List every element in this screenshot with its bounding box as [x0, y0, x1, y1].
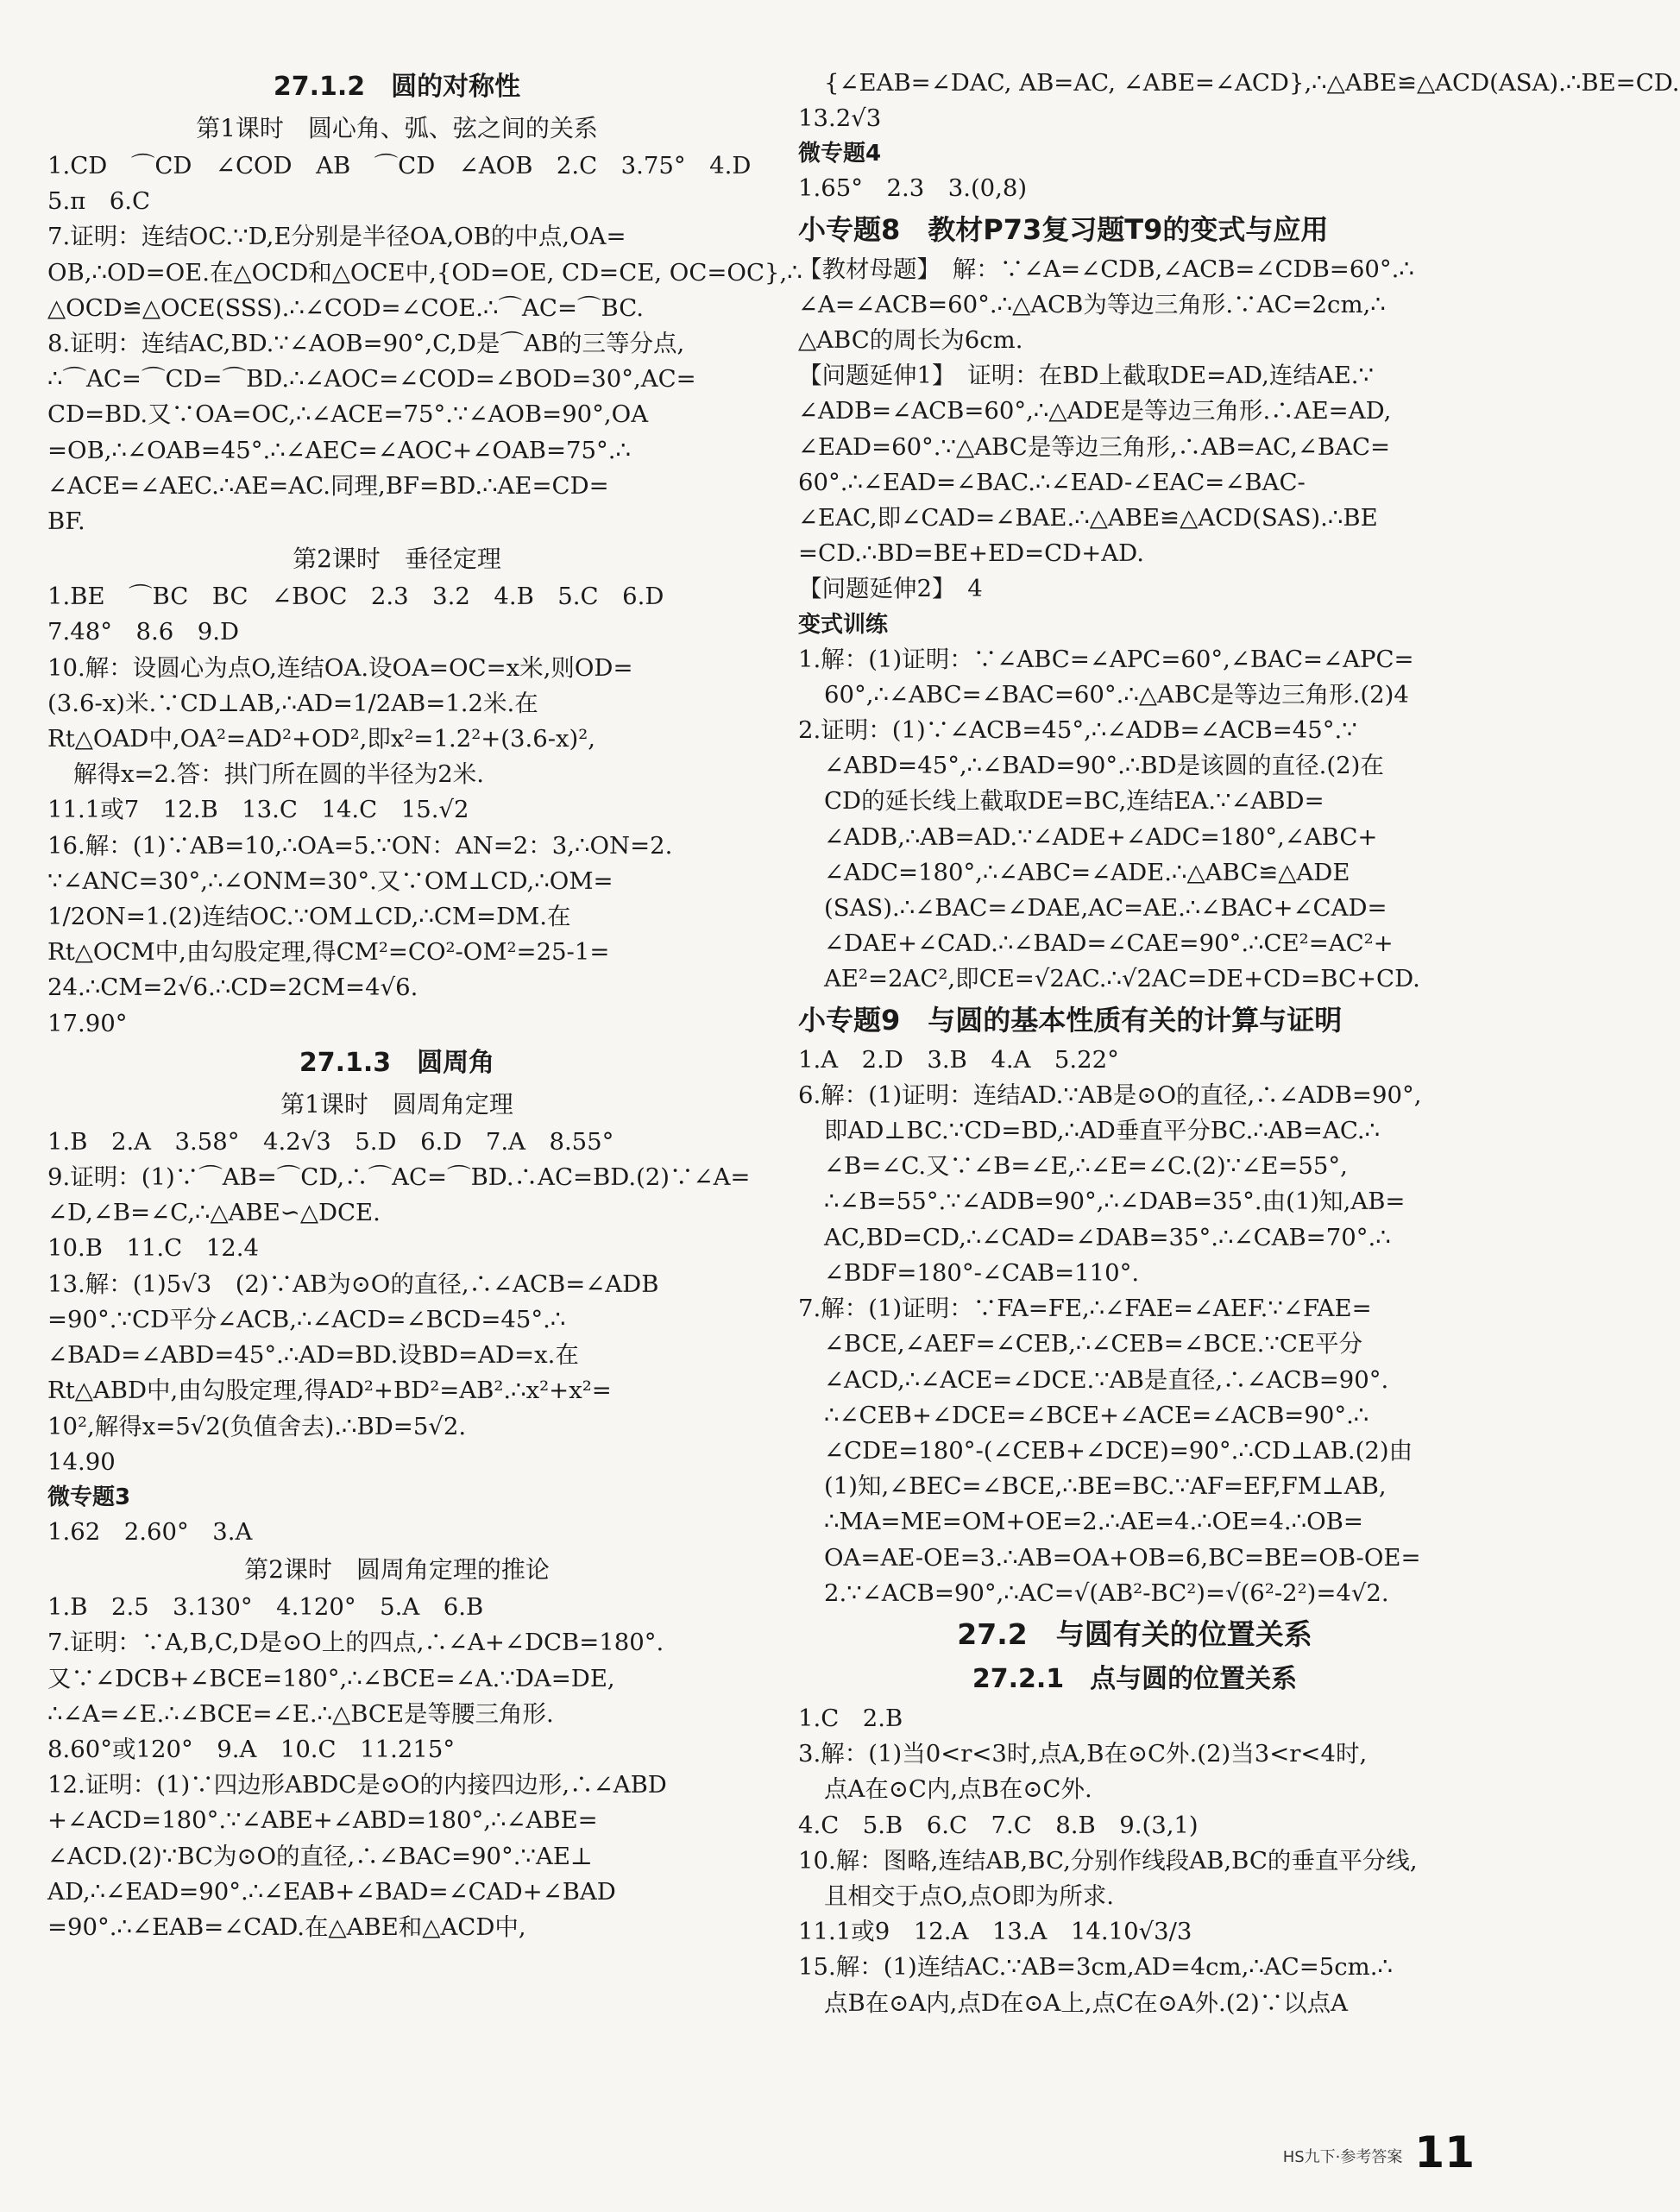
answer-line: 14.90 — [47, 1447, 116, 1476]
page-footer — [1282, 2127, 1475, 2177]
answer-line: 8.60°或120° 9.A 10.C 11.215° — [47, 1735, 456, 1763]
answer-line: ∠ADC=180°,∴∠ABC=∠ADE.∴△ABC≌△ADE — [824, 858, 1350, 886]
answer-line: 1/2ON=1.(2)连结OC.∵OM⊥CD,∴CM=DM.在 — [47, 903, 571, 931]
answer-line: 【问题延伸1】 证明：在BD上截取DE=AD,连结AE.∵ — [798, 362, 1375, 390]
answer-line: 1.解：(1)证明：∵∠ABC=∠APC=60°,∠BAC=∠APC= — [798, 645, 1414, 673]
answer-line: ∠BDF=180°-∠CAB=110°. — [824, 1258, 1140, 1287]
answer-line: ∠ACD,∴∠ACE=∠DCE.∵AB是直径,∴∠ACB=90°. — [824, 1365, 1389, 1394]
answer-line: CD=BD.又∵OA=OC,∴∠ACE=75°.∵∠AOB=90°,OA — [47, 400, 649, 429]
answer-line: △ABC的周长为6cm. — [798, 326, 1023, 355]
answer-line: {∠EAB=∠DAC, AB=AC, ∠ABE=∠ACD},∴△ABE≌△ACD(ASA).∴BE=CD. — [824, 69, 1680, 97]
answer-line: ∠ADB,∴AB=AD.∵∠ADE+∠ADC=180°,∠ABC+ — [824, 822, 1378, 851]
answer-line: ∵∠ANC=30°,∴∠ONM=30°.又∵OM⊥CD,∴OM= — [47, 867, 613, 895]
answer-line: 10.解：设圆心为点O,连结OA.设OA=OC=x米,则OD= — [47, 653, 633, 682]
answer-line: 60°,∴∠ABC=∠BAC=60°.∴△ABC是等边三角形.(2)4 — [824, 680, 1409, 709]
answer-line: OB,∴OD=OE.在△OCD和△OCE中,{OD=OE, CD=CE, OC=OC},∴ — [47, 258, 802, 287]
answer-line: 6.解：(1)证明：连结AD.∵AB是⊙O的直径,∴∠ADB=90°, — [798, 1081, 1422, 1109]
answer-line: ∠BCE,∠AEF=∠CEB,∴∠CEB=∠BCE.∵CE平分 — [824, 1330, 1362, 1358]
answer-line: 10.B 11.C 12.4 — [47, 1234, 259, 1263]
answer-line: 24.∴CM=2√6.∴CD=2CM=4√6. — [47, 974, 418, 1002]
answer-line: 3.解：(1)当0<r<3时,点A,B在⊙C外.(2)当3<r<4时, — [798, 1740, 1368, 1768]
answer-line: ∠ABD=45°,∴∠BAD=90°.∴BD是该圆的直径.(2)在 — [824, 752, 1384, 780]
answer-line: ∠BAD=∠ABD=45°.∴AD=BD.设BD=AD=x.在 — [47, 1341, 579, 1370]
chapter-heading: 27.2 与圆有关的位置关系 — [957, 1616, 1312, 1651]
answer-line: 即AD⊥BC.∵CD=BD,∴AD垂直平分BC.∴AB=AC.∴ — [824, 1117, 1381, 1145]
lesson-heading: 第2课时 圆周角定理的推论 — [244, 1555, 550, 1585]
answer-line: =90°.∴∠EAB=∠CAD.在△ABE和△ACD中, — [47, 1913, 526, 1941]
topic-heading: 小专题8 教材P73复习题T9的变式与应用 — [798, 212, 1329, 246]
answer-line: 12.证明：(1)∵四边形ABDC是⊙O的内接四边形,∴∠ABD — [47, 1771, 667, 1799]
section-heading: 27.1.2 圆的对称性 — [273, 72, 521, 102]
answer-line: AD,∴∠EAD=90°.∴∠EAB+∠BAD=∠CAD+∠BAD — [47, 1877, 616, 1906]
answer-line: =90°.∵CD平分∠ACB,∴∠ACD=∠BCD=45°.∴ — [47, 1305, 566, 1333]
answer-line: 2.证明：(1)∵∠ACB=45°,∴∠ADB=∠ACB=45°.∵ — [798, 716, 1357, 745]
answer-line: 13.解：(1)5√3 (2)∵AB为⊙O的直径,∴∠ACB=∠ADB — [47, 1270, 659, 1298]
answer-line: 1.62 2.60° 3.A — [47, 1517, 253, 1546]
answer-line: ∠DAE+∠CAD.∴∠BAD=∠CAE=90°.∴CE²=AC²+ — [824, 930, 1394, 958]
answer-line: +∠ACD=180°.∵∠ABE+∠ABD=180°,∴∠ABE= — [47, 1806, 598, 1835]
answer-line: 1.C 2.B — [798, 1704, 903, 1732]
answer-line: 【教材母题】 解：∵∠A=∠CDB,∠ACB=∠CDB=60°.∴ — [798, 255, 1414, 283]
answer-line: (SAS).∴∠BAC=∠DAE,AC=AE.∴∠BAC+∠CAD= — [824, 894, 1387, 923]
answer-line: ∠EAC,即∠CAD=∠BAE.∴△ABE≌△ACD(SAS).∴BE — [798, 504, 1378, 533]
page-number: 11 — [1414, 2127, 1475, 2177]
lesson-heading: 第1课时 圆心角、弧、弦之间的关系 — [196, 114, 598, 142]
answer-line: ∠CDE=180°-(∠CEB+∠DCE)=90°.∴CD⊥AB.(2)由 — [824, 1436, 1413, 1465]
answer-line: 2.∵∠ACB=90°,∴AC=√(AB²-BC²)=√(6²-2²)=4√2. — [824, 1579, 1389, 1607]
answer-line: 17.90° — [47, 1009, 128, 1037]
answer-line: ∠ACE=∠AEC.∴AE=AC.同理,BF=BD.∴AE=CD= — [47, 471, 609, 500]
subsection-label: 微专题4 — [798, 141, 882, 167]
answer-line: ∠B=∠C.又∵∠B=∠E,∴∠E=∠C.(2)∵∠E=55°, — [824, 1152, 1348, 1181]
answer-line: 点A在⊙C内,点B在⊙C外. — [824, 1775, 1092, 1804]
answer-line: ∠ADB=∠ACB=60°,∴△ADE是等边三角形.∴AE=AD, — [798, 397, 1392, 425]
left-column — [47, 66, 802, 1945]
lesson-heading: 第2课时 垂径定理 — [293, 545, 501, 574]
answer-line: 7.证明：∵A,B,C,D是⊙O上的四点,∴∠A+∠DCB=180°. — [47, 1629, 664, 1657]
answer-line: 解得x=2.答：拱门所在圆的半径为2米. — [73, 760, 485, 789]
answer-line: 16.解：(1)∵AB=10,∴OA=5.∵ON：AN=2：3,∴ON=2. — [47, 831, 673, 860]
section-heading: 27.1.3 圆周角 — [299, 1047, 495, 1078]
answer-line: AC,BD=CD,∴∠CAD=∠DAB=35°.∴∠CAB=70°.∴ — [824, 1223, 1391, 1251]
answer-line: (3.6-x)米.∵CD⊥AB,∴AD=1/2AB=1.2米.在 — [47, 689, 538, 717]
answer-line: Rt△OCM中,由勾股定理,得CM²=CO²-OM²=25-1= — [47, 938, 610, 967]
answer-line: ∠EAD=60°.∵△ABC是等边三角形,∴AB=AC,∠BAC= — [798, 432, 1391, 461]
answer-line: 11.1或7 12.B 13.C 14.C 15.√2 — [47, 796, 469, 824]
answer-line: ∠A=∠ACB=60°.∴△ACB为等边三角形.∵AC=2cm,∴ — [798, 290, 1386, 318]
answer-line: 且相交于点O,点O即为所求. — [824, 1881, 1114, 1910]
answer-line: 【问题延伸2】 4 — [798, 575, 983, 603]
answer-line: 1.A 2.D 3.B 4.A 5.22° — [798, 1045, 1119, 1074]
answer-line: ∠D,∠B=∠C,∴△ABE∽△DCE. — [47, 1199, 381, 1227]
topic-heading: 小专题9 与圆的基本性质有关的计算与证明 — [798, 1003, 1343, 1037]
answer-line: =OB,∴∠OAB=45°.∴∠AEC=∠AOC+∠OAB=75°.∴ — [47, 436, 631, 464]
answer-line: 15.解：(1)连结AC.∵AB=3cm,AD=4cm,∴AC=5cm.∴ — [798, 1953, 1393, 1982]
answer-line: 8.证明：连结AC,BD.∵∠AOB=90°,C,D是⌒AB的三等分点, — [47, 330, 685, 358]
section-heading: 27.2.1 点与圆的位置关系 — [972, 1663, 1298, 1694]
answer-line: 1.65° 2.3 3.(0,8) — [798, 174, 1028, 203]
answer-line: 1.BE ⌒BC BC ∠BOC 2.3 3.2 4.B 5.C 6.D — [47, 583, 664, 611]
answer-line: 1.B 2.A 3.58° 4.2√3 5.D 6.D 7.A 8.55° — [47, 1127, 614, 1156]
subsection-label: 微专题3 — [47, 1484, 131, 1510]
answer-line: 7.解：(1)证明：∵FA=FE,∴∠FAE=∠AEF.∵∠FAE= — [798, 1295, 1372, 1323]
subsection-label: 变式训练 — [798, 611, 889, 638]
answer-line: 9.证明：(1)∵⌒AB=⌒CD,∴⌒AC=⌒BD.∴AC=BD.(2)∵∠A= — [47, 1163, 751, 1192]
answer-line: 7.证明：连结OC.∵D,E分别是半径OA,OB的中点,OA= — [47, 223, 626, 251]
answer-line: OA=AE-OE=3.∴AB=OA+OB=6,BC=BE=OB-OE= — [824, 1543, 1421, 1572]
answer-line: ∴∠B=55°.∵∠ADB=90°,∴∠DAB=35°.由(1)知,AB= — [824, 1188, 1406, 1216]
answer-line: 10.解：图略,连结AB,BC,分别作线段AB,BC的垂直平分线, — [798, 1846, 1418, 1875]
answer-line: 4.C 5.B 6.C 7.C 8.B 9.(3,1) — [798, 1811, 1199, 1839]
answer-line: 1.B 2.5 3.130° 4.120° 5.A 6.B — [47, 1593, 484, 1622]
answer-line: Rt△ABD中,由勾股定理,得AD²+BD²=AB².∴x²+x²= — [47, 1377, 612, 1405]
answer-line: ∴∠CEB+∠DCE=∠BCE+∠ACE=∠ACB=90°.∴ — [824, 1401, 1369, 1429]
answer-line: 13.2√3 — [798, 104, 882, 133]
footer-label: HS九下·参考答案 — [1282, 2148, 1403, 2166]
answer-line: 1.CD ⌒CD ∠COD AB ⌒CD ∠AOB 2.C 3.75° 4.D — [47, 152, 752, 180]
answer-line: CD的延长线上截取DE=BC,连结EA.∵∠ABD= — [824, 787, 1324, 816]
answer-line: 60°.∴∠EAD=∠BAC.∴∠EAD-∠EAC=∠BAC- — [798, 468, 1306, 496]
answer-line: ∴MA=ME=OM+OE=2.∴AE=4.∴OE=4.∴OB= — [824, 1508, 1363, 1536]
answer-line: ∠ACD.(2)∵BC为⊙O的直径,∴∠BAC=90°.∵AE⊥ — [47, 1842, 593, 1870]
lesson-heading: 第1课时 圆周角定理 — [280, 1089, 513, 1119]
answer-line: =CD.∴BD=BE+ED=CD+AD. — [798, 539, 1144, 568]
answer-line: 点B在⊙A内,点D在⊙A上,点C在⊙A外.(2)∵以点A — [824, 1988, 1349, 2017]
answer-line: 7.48° 8.6 9.D — [47, 618, 240, 646]
answer-line: ∴∠A=∠E.∴∠BCE=∠E.∴△BCE是等腰三角形. — [47, 1699, 554, 1728]
answer-line: 10²,解得x=5√2(负值舍去).∴BD=5√2. — [47, 1412, 467, 1440]
answer-line: 11.1或9 12.A 13.A 14.10√3/3 — [798, 1918, 1192, 1946]
answer-line: 5.π 6.C — [47, 187, 151, 216]
answer-line: (1)知,∠BEC=∠BCE,∴BE=BC.∵AF=EF,FM⊥AB, — [824, 1472, 1387, 1501]
answer-line: BF. — [47, 507, 85, 536]
answer-line: ∴⌒AC=⌒CD=⌒BD.∴∠AOC=∠COD=∠BOD=30°,AC= — [47, 365, 696, 394]
answer-line: 又∵∠DCB+∠BCE=180°,∴∠BCE=∠A.∵DA=DE, — [47, 1664, 615, 1692]
answer-line: Rt△OAD中,OA²=AD²+OD²,即x²=1.2²+(3.6-x)², — [47, 725, 596, 753]
answer-line: △OCD≌△OCE(SSS).∴∠COD=∠COE.∴⌒AC=⌒BC. — [47, 293, 645, 322]
answer-line: AE²=2AC²,即CE=√2AC.∴√2AC=DE+CD=BC+CD. — [824, 965, 1420, 993]
right-column — [798, 66, 1680, 2021]
